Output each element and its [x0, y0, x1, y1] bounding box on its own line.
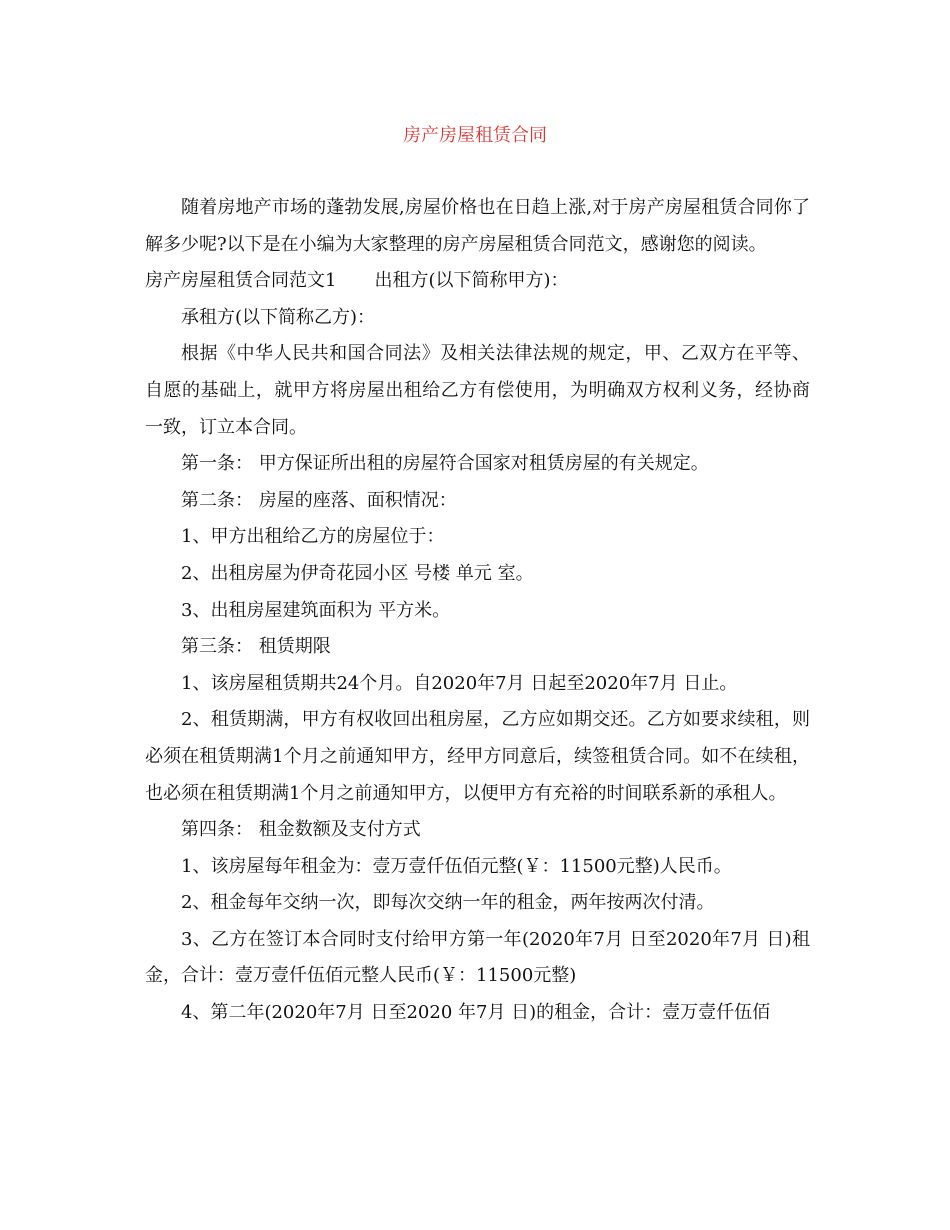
- article-4-heading: 第四条： 租金数额及支付方式: [181, 819, 421, 841]
- lessor-label: 出租方(以下简称甲方)：: [374, 270, 569, 292]
- document-body: [145, 190, 810, 1032]
- document-title: 房产房屋租赁合同: [403, 125, 547, 146]
- article-4-item-4: 4、第二年(2020年7月 日至2020 年7月 日)的租金，合计：壹万壹仟伍佰: [181, 1002, 771, 1024]
- sample-heading-line: [145, 263, 810, 300]
- article-3-heading: 第三条： 租赁期限: [181, 636, 331, 658]
- article-3-item-1: 1、该房屋租赁期共24个月。自2020年7月 日起至2020年7月 日止。: [181, 672, 738, 694]
- intro-paragraph: 随着房地产市场的蓬勃发展,房屋价格也在日趋上涨,对于房产房屋租赁合同你了解多少呢?以下是在小编为大家整理的房产房屋租赁合同范文，感谢您的阅读。: [145, 197, 810, 255]
- article-4-item-3: 3、乙方在签订本合同时支付给甲方第一年(2020年7月 日至2020年7月 日)租金，合计：壹万壹仟伍佰元整人民币(￥：11500元整): [145, 928, 810, 987]
- article-4-item-1: 1、该房屋每年租金为：壹万壹仟伍佰元整(￥：11500元整)人民币。: [181, 855, 732, 877]
- article-2-item-1: 1、甲方出租给乙方的房屋位于：: [181, 526, 445, 548]
- preamble-paragraph: 根据《中华人民共和国合同法》及相关法律法规的规定，甲、乙双方在平等、自愿的基础上，就甲方将房屋出租给乙方有偿使用，为明确双方权利义务，经协商一致，订立本合同。: [145, 343, 810, 438]
- article-2-item-3: 3、出租房屋建筑面积为 平方米。: [181, 599, 451, 621]
- article-1: 第一条： 甲方保证所出租的房屋符合国家对租赁房屋的有关规定。: [181, 453, 709, 475]
- article-4-item-2: 2、租金每年交纳一次，即每次交纳一年的租金，两年按两次付清。: [181, 892, 715, 914]
- article-3-item-2: 2、租赁期满，甲方有权收回出租房屋，乙方应如期交还。乙方如要求续租，则必须在租赁期满1个月之前通知甲方，经甲方同意后，续签租赁合同。如不在续租，也必须在租赁期满1个月之前通知甲方，以便甲方有充裕的时间联系新的承租人。: [145, 709, 810, 804]
- lessee-label: 承租方(以下简称乙方)：: [181, 306, 376, 328]
- article-2-item-2: 2、出租房屋为伊奇花园小区 号楼 单元 室。: [181, 562, 534, 584]
- sample-heading: 房产房屋租赁合同范文1: [145, 270, 337, 292]
- article-2-heading: 第二条： 房屋的座落、面积情况：: [181, 489, 457, 511]
